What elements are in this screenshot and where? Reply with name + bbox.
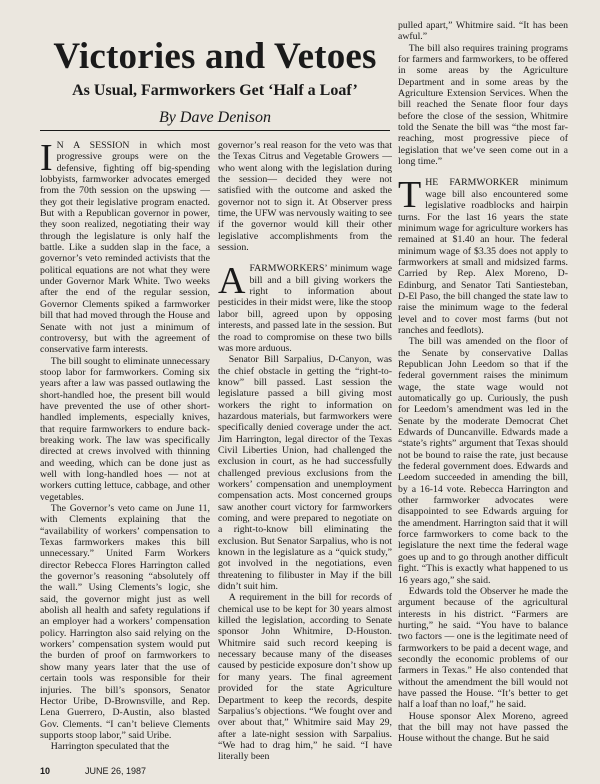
body-paragraph: [40, 356, 210, 503]
body-paragraph: [398, 586, 568, 711]
body-paragraph: [398, 711, 568, 745]
article-headline: Victories and Vetoes: [53, 36, 377, 77]
body-paragraph: [40, 741, 210, 752]
paragraph-text: A requirement in the bill for records of chemical use to be kept for 30 years almost killed the legislation, according to Senate sponsor John Whitmire, D-Houston. Whitmire said such record keeping is necessary because many of the diseases caused by pesticide exposure don’t show up for many years. The final agreement provided for the state Agriculture Department to keep the records, despite Sarpalius’s objections. “We fought over and over about that,” Whitmire said May 29, after a late-night session with Sarpalius. “We had to drag him,” he said. “I have literally been: [218, 592, 392, 762]
text-column-3: [398, 20, 568, 762]
body-paragraph: [218, 354, 392, 592]
paragraph-text: The bill also requires training programs for farmers and farmworkers, to be offered in some areas by the Agriculture Department and in some areas by the Agriculture Extension Services. When the bill reached the Senate floor four days before the close of the session, Whitmire told the Senate the bill was “the most far-reaching, most progressive piece of legislation that we’ve seen come out in a long time.”: [398, 42, 568, 168]
article-byline: By Dave Denison: [159, 109, 271, 126]
article-subheadline: As Usual, Farmworkers Get ‘Half a Loaf’: [72, 82, 358, 99]
body-paragraph: [398, 43, 568, 168]
body-paragraph: [218, 592, 392, 762]
body-paragraph: [218, 140, 392, 253]
drop-cap: I: [40, 140, 53, 179]
paragraph-text: House sponsor Alex Moreno, agreed that the bill may not have passed the House without the change. But he said: [398, 710, 568, 745]
paragraph-text: pulled apart,” Whitmire said. “It has been awful.”: [398, 20, 568, 43]
issue-date: JUNE 26, 1987: [85, 766, 147, 776]
page-number: 10: [40, 766, 51, 776]
body-paragraph: [398, 20, 568, 43]
headline-rule: [40, 130, 390, 131]
paragraph-text: Edwards told the Observer he made the argument because of the agricultural interests in his district. “Farmers are hurting,” he said. “You have to balance two factors — one is the legitimate need of farmworkers to be paid a decent wage, and secondly the economic problems of our farmers in Texas.” He also contended that without the amendment the bill would not have passed the House. “It’s better to get half a loaf than no loaf,” he said.: [398, 585, 568, 711]
paragraph-text: FARMWORKERS’ minimum wage bill and a bill giving workers the right to information about pesticides in their midst were, like the stoop labor bill, agreed upon by opposing interests, and passed late in the session. But the road to compromise on these two bills was more arduous.: [218, 263, 392, 354]
paragraph-text: HE FARMWORKER minimum wage bill also encountered some legislative roadblocks and hairpin turns. For the last 16 years the state minimum wage for agriculture workers has remained at $1.40 an hour. The federal minimum wage of $3.35 does not apply to farmworkers at small and midsized farms. Carried by Rep. Alex Moreno, D-Edinburg, and Senator Tati Santiesteban, D-El Paso, the bill changed the state law to raise the minimum wage to the federal level and to cover most farms (but not ranches and feedlots).: [398, 177, 568, 336]
paragraph-text: governor’s real reason for the veto was that the Texas Citrus and Vegetable Growers — who went along with the legislation during the session— decided they were not satisfied with the outcome and asked the governor not to sign it. At Observer press time, the UFW was nervously waiting to see if the governor would kill their other legislative accomplishments from the session.: [218, 140, 392, 254]
body-paragraph: [218, 260, 392, 354]
paragraph-text: Senator Bill Sarpalius, D-Canyon, was the chief obstacle in getting the “right-to-know” bill passed. Last session the legislature passed a bill giving most workers the right to information on hazardous materials, but farmworkers were specifically denied coverage under the act. Jim Harrington, legal director of the Texas Civil Liberties Union, had challenged the exclusion in court, as he had successfully challenged previous exclusions from the workers’ compensation and unemployment compensation acts. Most concerned groups saw another court victory for farmworkers coming, and were prepared to negotiate on a right-to-know bill eliminating the exclusion. But Senator Sarpalius, who is not known in the legislature as a “quick study,” got involved in the negotiations, even threatening to filibuster in May if the bill didn’t suit him.: [218, 354, 392, 593]
paragraph-text: The Governor’s veto came on June 11, with Clements explaining that the “availability of workers’ compensation to Texas farmworkers makes this bill unnecessary.” United Farm Workers director Rebecca Flores Harrington called the governor’s reasoning “absolutely off the wall.” Using Clements’s logic, she said, the governor might just as well abolish all health and safety regulations if an employer had a workers’ compensation policy. Harrington also said relying on the workers’ compensation system would put the burden of proof on farmworkers to show many years later that the use of certain tools was responsible for their injuries. The bill’s sponsors, Senator Hector Uribe, D-Brownsville, and Rep. Lena Guerrero, D-Austin, also blasted Gov. Clements. “I can’t believe Clements supports stoop labor,” said Uribe.: [40, 503, 210, 741]
body-paragraph: [40, 140, 210, 356]
paragraph-text: The bill was amended on the floor of the Senate by conservative Dallas Republican John Leedom so that if the federal government raises the minimum wage, the state wage would not automatically go up. Curiously, the push for Leedom’s amendment was led in the Senate by the moderate Democrat Chet Edwards of Duncanville. Edwards made a “state’s rights” argument that Texas should not be bound to raise the rate, just because the federal government does. Edwards and Leedom succeeded in amending the bill, by a 16-14 vote. Rebecca Harrington and other farmworker advocates were disappointed to see Edwards arguing for the amendment. Harrington said that it will force farmworkers to come back to the legislature the next time the federal wage goes up and to go through another difficult fight. “This is exactly what happened to us 16 years ago,” she said.: [398, 336, 568, 586]
body-paragraph: [398, 174, 568, 336]
text-column-2: [218, 140, 392, 762]
paragraph-text: The bill sought to eliminate unnecessary stoop labor for farmworkers. Coming six years after a law was passed outlawing the short-handled hoe, the present bill would have prevented the use of other short-handled implements, especially knives, that require farmworkers to endure back-breaking work. The law was specifically directed at crews involved with thinning and weeding, which can be done just as well with long-handled hoes — not at workers cutting lettuce, cabbage, and other vegetables.: [40, 355, 210, 503]
drop-cap: A: [218, 260, 246, 303]
paragraph-text: N A SESSION in which most progressive groups were on the defensive, fighting off big-spending lobbyists, farmworker advocates emerged from the 70th session on the upswing — they got their legislative program enacted. But with a Republican governor in power, they soon realized, negotiating their way through the legislature is only half the battle. Like a sudden slap in the face, a governor’s veto reminded activists that the political equations are not what they were under Governor Mark White. Two weeks after the end of the regular session, Governor Clements spiked a farmworker bill that had moved through the House and Senate with not just a minimum of controversy, but with the agreement of conservative farm interests.: [40, 140, 210, 356]
body-paragraph: [398, 336, 568, 586]
paragraph-text: Harrington speculated that the: [50, 741, 170, 753]
body-paragraph: [40, 503, 210, 741]
text-column-1: [40, 140, 210, 762]
drop-cap: T: [398, 174, 422, 217]
